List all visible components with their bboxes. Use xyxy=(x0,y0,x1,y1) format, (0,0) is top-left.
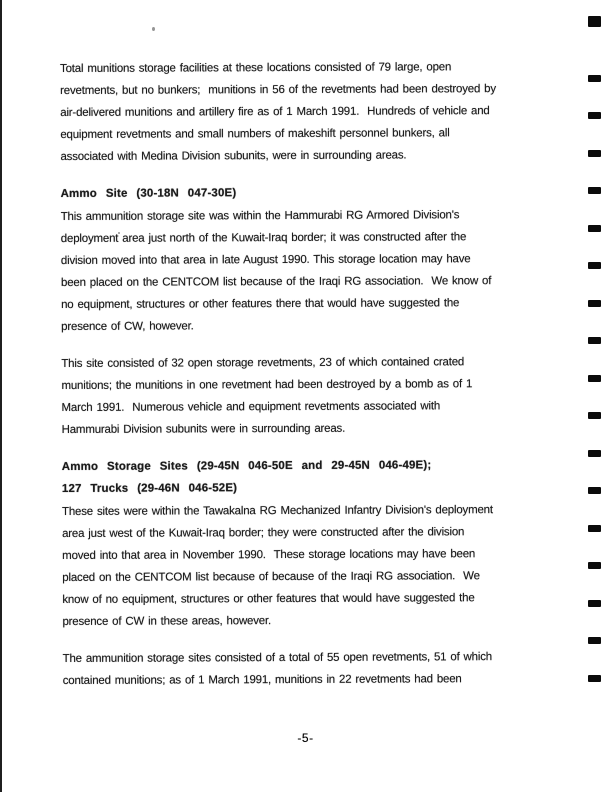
text-line: The ammunition storage sites consisted of a total of 55 open revetments, 51 of which xyxy=(62,651,492,665)
text-line: This site consisted of 32 open storage revetments, 23 of which contained crated xyxy=(61,356,465,370)
text-line: Total munitions storage facilities at these locations consisted of 79 large, open xyxy=(60,61,452,75)
text-line: know of no equipment, structures or other features that would have suggested the xyxy=(62,592,475,606)
scan-mark xyxy=(588,487,601,494)
text-line: munitions; the munitions in one revetment had been destroyed by a bomb as of 1 xyxy=(61,378,473,392)
scan-mark xyxy=(588,675,601,682)
scan-mark xyxy=(588,262,601,269)
scan-mark xyxy=(588,600,601,607)
text-line: moved into that area in November 1990. These storage locations may have been xyxy=(62,548,476,562)
paragraph xyxy=(60,56,565,168)
text-line: presence of CW in these areas, however. xyxy=(62,615,272,628)
scan-mark xyxy=(588,75,601,82)
text-line: Ammo Site (30-18N 047-30E) xyxy=(60,187,237,200)
scan-mark xyxy=(588,562,601,569)
text-line: This ammunition storage site was within the Hammurabi RG Armored Division's xyxy=(60,209,460,223)
text-line: contained munitions; as of 1 March 1991, munitions in 22 revetments had been xyxy=(62,673,462,687)
scan-mark xyxy=(588,300,601,307)
text-line: revetments, but no bunkers; munitions in 56 of the revetments had been destroyed by xyxy=(60,83,496,97)
scan-mark xyxy=(588,337,601,344)
text-line: division moved into that area in late August 1990. This storage location may have xyxy=(60,253,471,267)
document-content xyxy=(60,56,568,707)
scan-mark xyxy=(588,150,601,157)
text-line: air-delivered munitions and artillery fire as of 1 March 1991. Hundreds of vehicle and xyxy=(60,105,490,119)
text-line: deployment area just north of the Kuwait-Iraq border; it was constructed after the xyxy=(60,231,467,245)
text-line: equipment revetments and small numbers of makeshift personnel bunkers, all xyxy=(60,127,450,141)
scan-mark xyxy=(588,112,601,119)
page-number: -5- xyxy=(297,731,314,745)
text-line: 127 Trucks (29-46N 046-52E) xyxy=(61,482,238,495)
text-line: These sites were within the Tawakalna RG Mechanized Infantry Division's deployment xyxy=(61,504,493,518)
paragraph xyxy=(63,646,568,692)
scan-mark xyxy=(588,225,601,232)
text-line: Hammurabi Division subunits were in surrounding areas. xyxy=(61,422,346,436)
scan-left-edge-artifact xyxy=(0,0,2,792)
scan-mark xyxy=(588,525,601,532)
paragraph xyxy=(62,499,568,633)
text-line: associated with Medina Division subunits, were in surrounding areas. xyxy=(60,149,407,163)
scan-mark xyxy=(588,412,601,419)
text-line: Ammo Storage Sites (29-45N 046-50E and 29-45N 046-49E); xyxy=(61,459,432,473)
section-heading xyxy=(62,454,567,500)
paragraph xyxy=(61,351,566,441)
scan-mark xyxy=(588,450,601,457)
scan-mark xyxy=(588,637,601,644)
text-line: placed on the CENTCOM list because of because of the Iraqi RG association. We xyxy=(62,570,480,584)
scan-speck xyxy=(152,27,155,31)
text-line: been placed on the CENTCOM list because of the Iraqi RG association. We know of xyxy=(60,275,492,289)
scan-mark xyxy=(588,187,601,194)
scan-mark xyxy=(588,16,601,27)
text-line: no equipment, structures or other features there that would have suggested the xyxy=(61,297,460,311)
scan-mark xyxy=(588,375,601,382)
text-line: area just west of the Kuwait-Iraq border; they were constructed after the division xyxy=(62,526,465,540)
text-line: March 1991. Numerous vehicle and equipment revetments associated with xyxy=(61,400,441,414)
text-line: presence of CW, however. xyxy=(61,320,194,333)
paragraph xyxy=(61,204,567,338)
section-heading xyxy=(61,181,566,205)
